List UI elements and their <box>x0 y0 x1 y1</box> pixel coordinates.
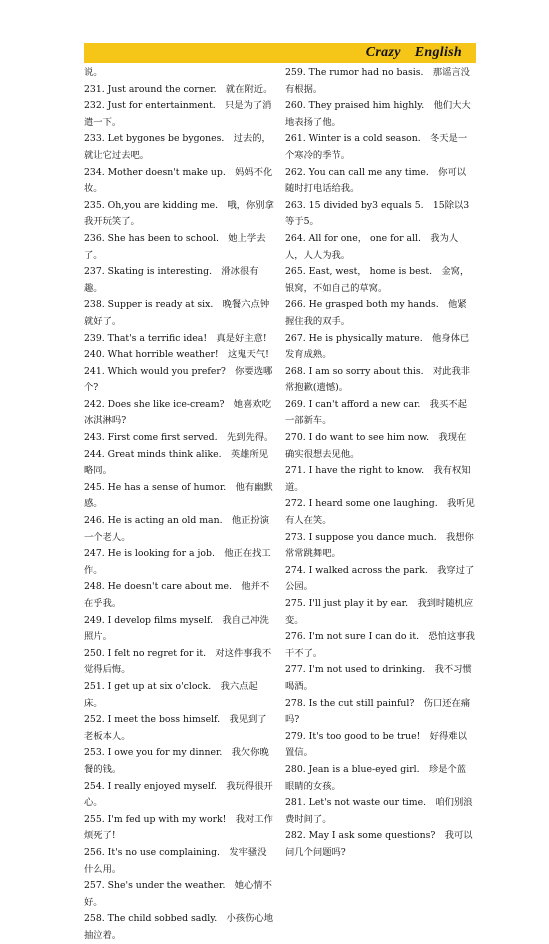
list-item: 说。 <box>84 67 103 78</box>
list-item: 271. I have the right to know. 我有权知道。 <box>285 465 471 493</box>
list-item: 258. The child sobbed sadly. 小孩伤心地抽泣着。 <box>84 913 274 941</box>
list-item: 259. The rumor had no basis. 那谣言没有根据。 <box>285 67 470 95</box>
list-item: 234. Mother doesn't make up. 妈妈不化妆。 <box>84 166 273 195</box>
list-item: 249. I develop films myself. 我自己冲洗照片。 <box>84 614 269 643</box>
list-item: 265. East, west， home is best. 金窝，银窝，不如自己的草窝。 <box>285 266 470 294</box>
list-item: 277. I'm not used to drinking. 我不习惯喝酒。 <box>285 664 472 692</box>
list-item: 232. Just for entertainment. 只是为了消遣一下。 <box>84 100 272 128</box>
list-item: 262. You can call me any time. 你可以随时打电话给我。 <box>285 166 467 195</box>
list-item: 274. I walked across the park. 我穿过了公园。 <box>285 564 475 593</box>
list-item: 231. Just around the corner. 就在附近。 <box>84 83 273 95</box>
list-item: 266. He grasped both my hands. 他紧握住我的双手。 <box>285 299 467 327</box>
list-item: 255. I'm fed up with my work! 我对工作烦死了! <box>84 813 273 842</box>
list-item: 272. I heard some one laughing. 我听见有人在笑。 <box>285 498 475 527</box>
list-item: 257. She's under the weather. 她心情不好。 <box>84 880 272 908</box>
list-item: 244. Great minds think alike. 英雄所见略同。 <box>84 448 269 477</box>
list-item: 246. He is acting an old man. 他正扮演一个老人。 <box>84 515 270 543</box>
list-item: 264. All for one， one for all. 我为人人，人人为我。 <box>285 232 459 261</box>
list-item: 267. He is physically mature. 他身体已发育成熟。 <box>285 332 470 361</box>
list-item: 252. I meet the boss himself. 我见到了老板本人。 <box>84 714 267 742</box>
list-item: 276. I'm not sure I can do it. 恐怕这事我干不了。 <box>285 631 475 659</box>
list-item: 240. What horrible weather! 这鬼天气! <box>84 349 269 361</box>
list-item: 263. 15 divided by3 equals 5. 15除以3等于5。 <box>285 199 470 228</box>
list-item: 270. I do want to see him now. 我现在确实很想去见他。 <box>285 432 467 460</box>
list-item: 269. I can't afford a new car. 我买不起一部新车。 <box>285 398 467 427</box>
list-item: 254. I really enjoyed myself. 我玩得很开心。 <box>84 780 273 809</box>
header-banner <box>84 43 476 63</box>
list-item: 256. It's no use complaining. 发牢骚没什么用。 <box>84 846 267 875</box>
list-item: 260. They praised him highly. 他们大大地表扬了他。 <box>285 100 471 128</box>
list-item: 268. I am so sorry about this. 对此我非常抱歉(遗憾)。 <box>285 365 471 394</box>
list-item: 273. I suppose you dance much. 我想你常常跳舞吧。 <box>285 531 474 560</box>
list-item: 248. He doesn't care about me. 他并不在乎我。 <box>84 581 270 609</box>
list-item: 245. He has a sense of humor. 他有幽默感。 <box>84 481 273 510</box>
list-item: 281. Let's not waste our time. 咱们别浪费时间了。 <box>285 797 473 825</box>
list-item: 235. Oh,you are kidding me. 哦，你别拿我开玩笑了。 <box>84 199 274 228</box>
list-item: 250. I felt no regret for it. 对这件事我不觉得后悔。 <box>84 647 272 676</box>
left-column <box>84 65 274 944</box>
list-item: 280. Jean is a blue-eyed girl. 珍是个蓝眼睛的女孩。 <box>285 763 467 792</box>
list-item: 261. Winter is a cold season. 冬天是一个寒冷的季节。 <box>285 133 468 161</box>
list-item: 275. I'll just play it by ear. 我到时随机应变。 <box>285 598 474 626</box>
list-item: 242. Does she like ice-cream? 她喜欢吃冰淇淋吗? <box>84 398 271 427</box>
list-item: 251. I get up at six o'clock. 我六点起床。 <box>84 680 258 709</box>
header-title-word2: English <box>414 45 462 60</box>
list-item: 239. That's a terrific idea! 真是好主意! <box>84 332 267 344</box>
right-column <box>285 65 475 862</box>
header-title-word1: Crazy <box>365 45 401 60</box>
list-item: 233. Let bygones be bygones. 过去的，就让它过去吧。 <box>84 133 271 161</box>
list-item: 243. First come first served. 先到先得。 <box>84 432 274 444</box>
list-item: 237. Skating is interesting. 滑冰很有趣。 <box>84 266 259 294</box>
list-item: 253. I owe you for my dinner. 我欠你晚餐的钱。 <box>84 747 269 775</box>
list-item: 241. Which would you prefer? 你要选哪个? <box>84 365 273 394</box>
list-item: 282. May I ask some questions? 我可以问几个问题吗? <box>285 830 473 858</box>
list-item: 247. He is looking for a job. 他正在找工作。 <box>84 548 271 576</box>
list-item: 236. She has been to school. 她上学去了。 <box>84 232 266 261</box>
list-item: 238. Supper is ready at six. 晚餐六点钟就好了。 <box>84 299 270 327</box>
list-item: 278. Is the cut still painful? 伤口还在痛吗? <box>285 697 471 726</box>
list-item: 279. It's too good to be true! 好得难以置信。 <box>285 730 467 759</box>
